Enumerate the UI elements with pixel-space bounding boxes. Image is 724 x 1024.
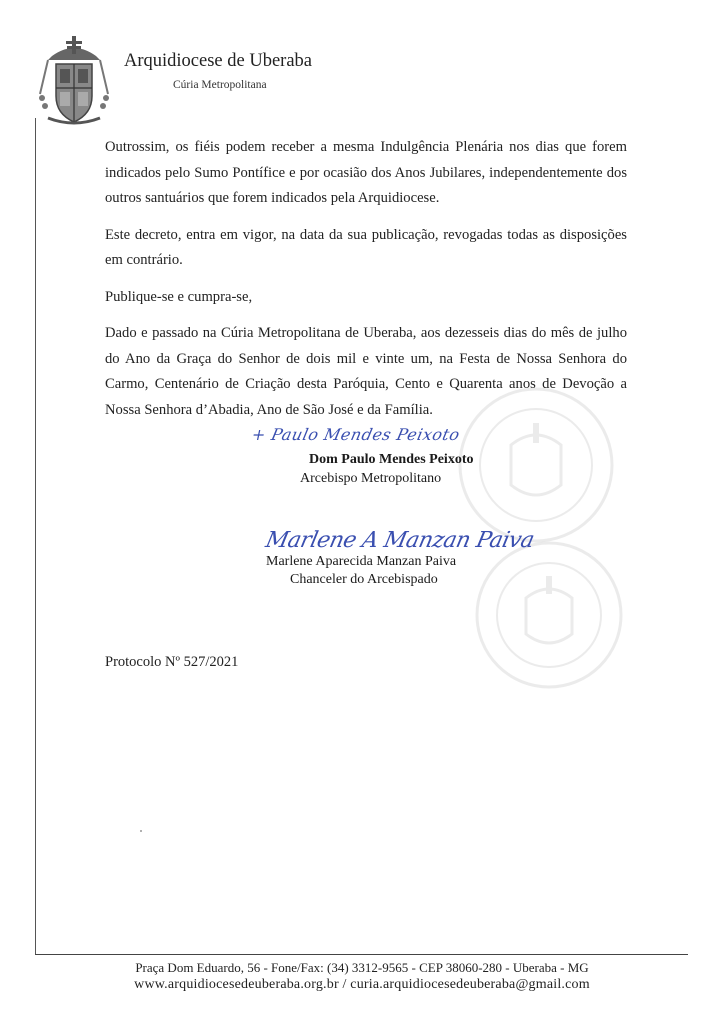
paragraph: Publique-se e cumpra-se,: [105, 288, 253, 305]
handwritten-signature: + Paulo Mendes Peixoto: [249, 425, 462, 444]
footer-rule: [35, 954, 688, 955]
embossed-seal: [474, 540, 624, 690]
footer-address: Praça Dom Eduardo, 56 - Fone/Fax: (34) 3312-9565 - CEP 38060-280 - Uberaba - MG: [135, 960, 589, 975]
archdiocese-crest-logo: [38, 34, 110, 126]
signer-name: Marlene Aparecida Manzan Paiva: [266, 554, 457, 569]
organization-title: Arquidiocese de Uberaba: [124, 51, 312, 71]
organization-subtitle: Cúria Metropolitana: [173, 79, 267, 91]
protocol-number: Protocolo Nº 527/2021: [105, 654, 239, 670]
paragraph: Outrossim, os fiéis podem receber a mesma Indulgência Plenária nos dias que forem indicados pelo Sumo Pontífice e por ocasião dos Anos Jubilares, independentemente dos outros santuários que forem indicados pela Arquidiocese.: [105, 139, 627, 206]
footer-web-contact: www.arquidiocesedeuberaba.org.br / curia.arquidiocesedeuberaba@gmail.com: [134, 977, 590, 992]
handwritten-signature: Marlene A Manzan Paiva: [263, 528, 537, 553]
signer-title: Arcebispo Metropolitano: [300, 471, 442, 486]
signer-title: Chanceler do Arcebispado: [290, 572, 438, 587]
signer-name: Dom Paulo Mendes Peixoto: [309, 452, 474, 467]
embossed-seal: [456, 385, 616, 545]
paragraph: Dado e passado na Cúria Metropolitana de Uberaba, aos dezesseis dias do mês de julho do Ano da Graça do Senhor de dois mil e vinte um, na Festa de Nossa Senhora do Carmo, Centenário de Criação desta Paróquia, Cento e Quarenta anos de Devoção a Nossa Senhora d’Abadia, Ano de São José e da Família.: [105, 325, 627, 418]
scan-speck: [140, 830, 142, 832]
paragraph: Este decreto, entra em vigor, na data da sua publicação, revogadas todas as disposições em contrário.: [105, 226, 627, 268]
left-margin-rule: [35, 118, 36, 954]
